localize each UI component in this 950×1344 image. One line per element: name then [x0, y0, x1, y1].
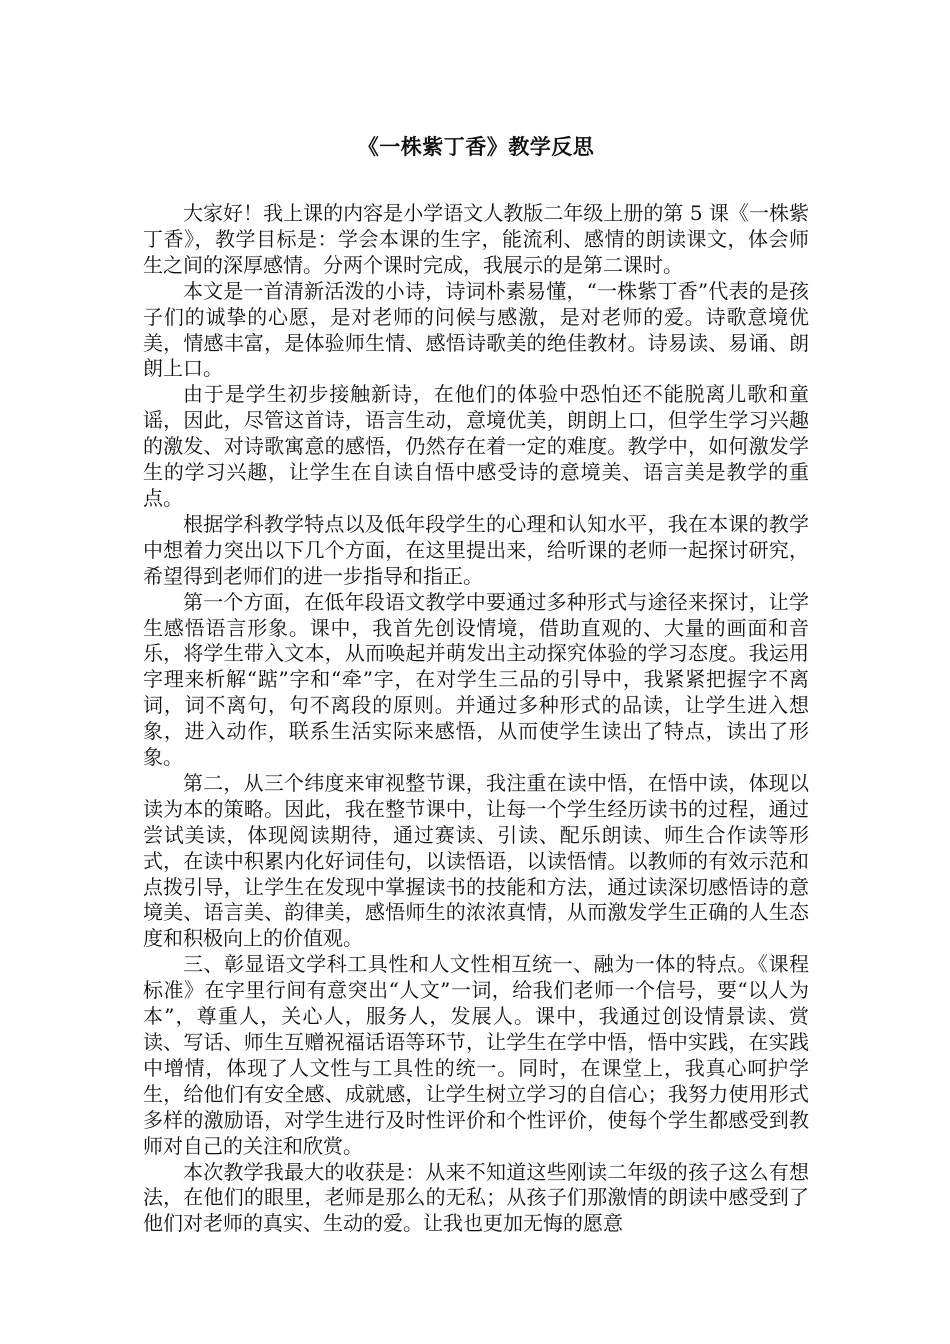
paragraph-2: 本文是一首清新活泼的小诗，诗词朴素易懂，“一株紫丁香”代表的是孩子们的诚挚的心愿，是对老师的问候与感激，是对老师的爱。诗歌意境优美，情感丰富，是体验师生情、感悟诗歌美的绝佳教材。诗易读、易诵、朗朗上口。	[143, 278, 809, 381]
paragraph-8: 本次教学我最大的收获是：从来不知道这些刚读二年级的孩子这么有想法，在他们的眼里，老师是那么的无私；从孩子们那激情的朗读中感受到了他们对老师的真实、生动的爱。让我也更加无悔的愿意	[143, 1159, 809, 1236]
paragraph-7: 三、彰显语文学科工具性和人文性相互统一、融为一体的特点。《课程标准》在字里行间有意突出“人文”一词，给我们老师一个信号，要“以人为本”，尊重人，关心人，服务人，发展人。课中，我通过创设情景读、赏读、写话、师生互赠祝福话语等环节，让学生在学中悟，悟中实践，在实践中增情，体现了人文性与工具性的统一。同时，在课堂上，我真心呵护学生，给他们有安全感、成就感，让学生树立学习的自信心；我努力使用形式多样的激励语，对学生进行及时性评价和个性评价，使每个学生都感受到教师对自己的关注和欣赏。	[143, 952, 809, 1158]
paragraph-1: 大家好！我上课的内容是小学语文人教版二年级上册的第 5 课《一株紫丁香》，教学目标是：学会本课的生字，能流利、感情的朗读课文，体会师生之间的深厚感情。分两个课时完成，我展示的是第二课时。	[143, 201, 809, 277]
paragraph-4: 根据学科教学特点以及低年段学生的心理和认知水平，我在本课的教学中想着力突出以下几个方面，在这里提出来，给听课的老师一起探讨研究，希望得到老师们的进一步指导和指正。	[143, 511, 809, 588]
paragraph-5: 第一个方面，在低年段语文教学中要通过多种形式与途径来探讨，让学生感悟语言形象。课中，我首先创设情境，借助直观的、大量的画面和音乐，将学生带入文本，从而唤起并萌发出主动探究体验的学习态度。我运用字理来析解“踮”字和“牵”字，在对学生三品的引导中，我紧紧把握字不离词，词不离句，句不离段的原则。并通过多种形式的品读，让学生进入想象，进入动作，联系生活实际来感悟，从而使学生读出了特点，读出了形象。	[143, 589, 809, 770]
paragraph-6: 第二，从三个纬度来审视整节课，我注重在读中悟，在悟中读，体现以读为本的策略。因此，我在整节课中，让每一个学生经历读书的过程，通过尝试美读，体现阅读期待，通过赛读、引读、配乐朗读、师生合作读等形式，在读中积累内化好词佳句，以读悟语，以读悟情。以教师的有效示范和点拨引导，让学生在发现中掌握读书的技能和方法，通过读深切感悟诗的意境美、语言美、韵律美，感悟师生的浓浓真情，从而激发学生正确的人生态度和积极向上的价值观。	[143, 770, 809, 951]
paragraph-3: 由于是学生初步接触新诗，在他们的体验中恐怕还不能脱离儿歌和童谣，因此，尽管这首诗，语言生动，意境优美，朗朗上口，但学生学习兴趣的激发、对诗歌寓意的感悟，仍然存在着一定的难度。教学中，如何激发学生的学习兴趣，让学生在自读自悟中感受诗的意境美、语言美是教学的重点。	[143, 382, 809, 510]
document-page	[143, 132, 809, 1237]
document-title: 《一株紫丁香》教学反思	[357, 134, 595, 159]
